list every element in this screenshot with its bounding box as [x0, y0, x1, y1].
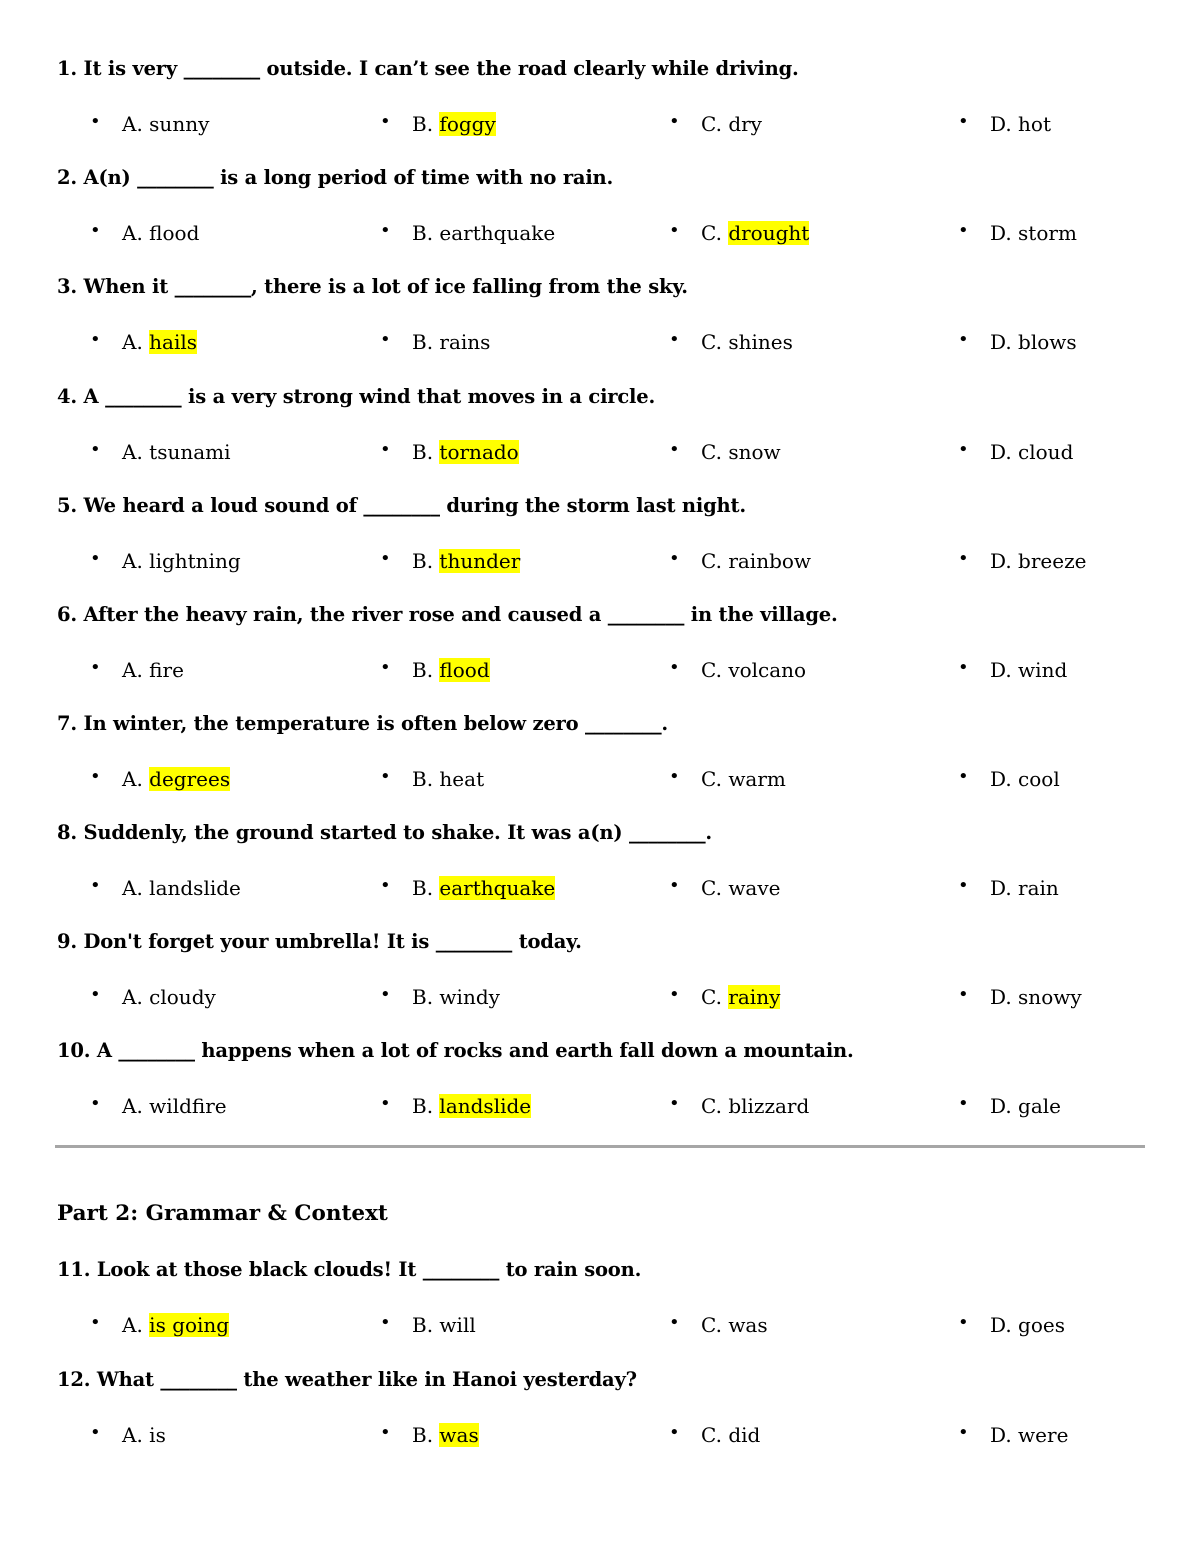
question-text: 9. Don't forget your umbrella! It is ________ today. [57, 930, 582, 953]
option-letter: D. [990, 549, 1019, 573]
option-letter: B. [412, 1313, 440, 1337]
option-letter: B. [412, 1423, 440, 1447]
bullet-icon: • [90, 1093, 101, 1114]
bullet-icon: • [669, 766, 680, 787]
option-answer: gale [1018, 1094, 1062, 1118]
bullet-icon: • [380, 1312, 391, 1333]
bullet-icon: • [958, 1312, 969, 1333]
bullet-icon: • [958, 1093, 969, 1114]
option-text [990, 549, 1086, 573]
option-letter: D. [990, 112, 1019, 136]
option-answer: were [1018, 1423, 1069, 1447]
answer-options [0, 1313, 1200, 1343]
option-text [122, 1094, 227, 1118]
option-letter: B. [412, 985, 440, 1009]
bullet-icon: • [380, 875, 391, 896]
option-answer: wave [728, 876, 781, 900]
bullet-icon: • [380, 1422, 391, 1443]
option-text [412, 1423, 479, 1447]
option-letter: D. [990, 1313, 1019, 1337]
option-answer: warm [728, 767, 786, 791]
highlighted-answer: flood [439, 658, 490, 682]
option-answer: will [439, 1313, 476, 1337]
highlighted-answer: tornado [439, 440, 519, 464]
option-letter: B. [412, 112, 440, 136]
bullet-icon: • [90, 984, 101, 1005]
option-letter: A. [122, 221, 150, 245]
option-answer: dry [728, 112, 762, 136]
part2-heading: Part 2: Grammar & Context [57, 1201, 388, 1226]
highlighted-answer: is going [149, 1313, 230, 1337]
bullet-icon: • [669, 220, 680, 241]
option-text [701, 876, 781, 900]
bullet-icon: • [90, 657, 101, 678]
highlighted-answer: hails [149, 330, 198, 354]
bullet-icon: • [958, 875, 969, 896]
option-answer: goes [1018, 1313, 1065, 1337]
bullet-icon: • [380, 220, 391, 241]
bullet-icon: • [958, 111, 969, 132]
option-text [701, 112, 762, 136]
option-letter: A. [122, 440, 150, 464]
option-answer: shines [728, 330, 793, 354]
bullet-icon: • [380, 657, 391, 678]
option-letter: C. [701, 1423, 729, 1447]
option-answer: cool [1018, 767, 1060, 791]
section-divider [55, 1145, 1145, 1148]
option-text [122, 767, 230, 791]
question-text: 1. It is very ________ outside. I can’t see the road clearly while driving. [57, 57, 799, 80]
option-letter: C. [701, 1313, 729, 1337]
option-answer: did [728, 1423, 761, 1447]
bullet-icon: • [958, 329, 969, 350]
answer-options [0, 330, 1200, 360]
option-letter: C. [701, 658, 729, 682]
bullet-icon: • [669, 1093, 680, 1114]
option-letter: B. [412, 549, 440, 573]
option-letter: B. [412, 658, 440, 682]
option-text [122, 1313, 229, 1337]
highlighted-answer: degrees [149, 767, 231, 791]
option-answer: snow [728, 440, 781, 464]
option-letter: D. [990, 767, 1019, 791]
option-letter: D. [990, 985, 1019, 1009]
option-answer: sunny [149, 112, 210, 136]
bullet-icon: • [90, 439, 101, 460]
option-text [412, 549, 520, 573]
option-text [701, 1094, 809, 1118]
bullet-icon: • [90, 220, 101, 241]
option-text [701, 440, 781, 464]
bullet-icon: • [669, 657, 680, 678]
option-answer: wind [1018, 658, 1068, 682]
question-text: 2. A(n) ________ is a long period of time with no rain. [57, 166, 614, 189]
option-text [412, 658, 490, 682]
bullet-icon: • [380, 984, 391, 1005]
highlighted-answer: was [439, 1423, 479, 1447]
option-text [122, 112, 209, 136]
bullet-icon: • [669, 1422, 680, 1443]
option-text [122, 1423, 166, 1447]
option-letter: D. [990, 1094, 1019, 1118]
answer-options [0, 1094, 1200, 1124]
option-answer: breeze [1018, 549, 1087, 573]
bullet-icon: • [958, 220, 969, 241]
option-letter: B. [412, 221, 440, 245]
option-text [990, 985, 1082, 1009]
option-letter: C. [701, 549, 729, 573]
option-letter: D. [990, 221, 1019, 245]
answer-options [0, 658, 1200, 688]
question-text: 6. After the heavy rain, the river rose and caused a ________ in the village. [57, 603, 838, 626]
option-letter: D. [990, 658, 1019, 682]
option-answer: is [149, 1423, 166, 1447]
option-letter: A. [122, 876, 150, 900]
option-letter: A. [122, 658, 150, 682]
option-letter: D. [990, 1423, 1019, 1447]
option-letter: C. [701, 767, 729, 791]
option-answer: hot [1018, 112, 1052, 136]
answer-options [0, 985, 1200, 1015]
bullet-icon: • [380, 548, 391, 569]
option-text [701, 221, 809, 245]
bullet-icon: • [669, 875, 680, 896]
option-answer: landslide [149, 876, 241, 900]
option-letter: D. [990, 440, 1019, 464]
option-answer: blizzard [728, 1094, 810, 1118]
option-text [990, 767, 1060, 791]
answer-options [0, 767, 1200, 797]
answer-options [0, 440, 1200, 470]
bullet-icon: • [90, 766, 101, 787]
question-text: 4. A ________ is a very strong wind that moves in a circle. [57, 385, 656, 408]
bullet-icon: • [958, 984, 969, 1005]
option-text [990, 1423, 1068, 1447]
option-text [990, 1094, 1061, 1118]
question-text: 12. What ________ the weather like in Hanoi yesterday? [57, 1368, 637, 1391]
highlighted-answer: thunder [439, 549, 521, 573]
bullet-icon: • [669, 548, 680, 569]
option-text [122, 876, 241, 900]
bullet-icon: • [958, 548, 969, 569]
option-text [990, 221, 1077, 245]
answer-options [0, 112, 1200, 142]
bullet-icon: • [669, 984, 680, 1005]
bullet-icon: • [669, 1312, 680, 1333]
option-letter: D. [990, 330, 1019, 354]
option-text [412, 876, 555, 900]
option-text [990, 658, 1067, 682]
option-text [412, 440, 519, 464]
bullet-icon: • [958, 766, 969, 787]
option-answer: fire [149, 658, 184, 682]
question-text: 8. Suddenly, the ground started to shake. It was a(n) ________. [57, 821, 712, 844]
bullet-icon: • [380, 1093, 391, 1114]
option-answer: storm [1018, 221, 1077, 245]
bullet-icon: • [90, 1312, 101, 1333]
highlighted-answer: earthquake [439, 876, 556, 900]
highlighted-answer: foggy [439, 112, 496, 136]
option-answer: wildfire [149, 1094, 227, 1118]
option-text [990, 112, 1051, 136]
option-letter: C. [701, 876, 729, 900]
answer-options [0, 1423, 1200, 1453]
option-text [412, 1313, 476, 1337]
question-text: 7. In winter, the temperature is often below zero ________. [57, 712, 669, 735]
option-answer: cloudy [149, 985, 216, 1009]
option-letter: A. [122, 1094, 150, 1118]
bullet-icon: • [90, 548, 101, 569]
option-text [990, 330, 1077, 354]
option-text [701, 330, 793, 354]
option-text [990, 1313, 1065, 1337]
option-letter: B. [412, 1094, 440, 1118]
option-text [701, 985, 780, 1009]
option-letter: A. [122, 1423, 150, 1447]
option-text [412, 985, 500, 1009]
option-letter: C. [701, 330, 729, 354]
option-text [122, 440, 231, 464]
bullet-icon: • [958, 1422, 969, 1443]
option-answer: snowy [1018, 985, 1082, 1009]
option-text [701, 549, 811, 573]
option-text [122, 658, 184, 682]
option-answer: was [728, 1313, 768, 1337]
option-letter: B. [412, 440, 440, 464]
option-answer: blows [1018, 330, 1077, 354]
option-text [122, 221, 199, 245]
option-text [122, 985, 216, 1009]
option-answer: rains [439, 330, 491, 354]
option-text [701, 658, 806, 682]
option-letter: A. [122, 985, 150, 1009]
option-text [122, 549, 241, 573]
option-text [701, 767, 786, 791]
option-answer: cloud [1018, 440, 1074, 464]
answer-options [0, 876, 1200, 906]
option-answer: rainbow [728, 549, 812, 573]
option-text [122, 330, 197, 354]
bullet-icon: • [380, 766, 391, 787]
option-text [412, 112, 496, 136]
question-text: 5. We heard a loud sound of ________ during the storm last night. [57, 494, 746, 517]
option-answer: heat [439, 767, 485, 791]
option-letter: B. [412, 876, 440, 900]
option-answer: volcano [728, 658, 807, 682]
question-text: 11. Look at those black clouds! It ________ to rain soon. [57, 1258, 642, 1281]
option-letter: C. [701, 112, 729, 136]
answer-options [0, 549, 1200, 579]
option-letter: A. [122, 330, 150, 354]
option-answer: flood [149, 221, 200, 245]
option-letter: B. [412, 767, 440, 791]
option-letter: C. [701, 221, 729, 245]
bullet-icon: • [669, 329, 680, 350]
option-text [412, 767, 484, 791]
question-text: 3. When it ________, there is a lot of ice falling from the sky. [57, 275, 688, 298]
option-answer: windy [439, 985, 500, 1009]
question-text: 10. A ________ happens when a lot of rocks and earth fall down a mountain. [57, 1039, 854, 1062]
bullet-icon: • [90, 329, 101, 350]
option-answer: lightning [149, 549, 241, 573]
highlighted-answer: landslide [439, 1094, 532, 1118]
bullet-icon: • [90, 111, 101, 132]
option-letter: C. [701, 440, 729, 464]
option-answer: earthquake [439, 221, 556, 245]
bullet-icon: • [958, 439, 969, 460]
option-text [701, 1423, 760, 1447]
option-text [990, 876, 1059, 900]
option-letter: A. [122, 767, 150, 791]
highlighted-answer: drought [728, 221, 810, 245]
bullet-icon: • [380, 439, 391, 460]
option-text [412, 330, 490, 354]
bullet-icon: • [90, 1422, 101, 1443]
option-letter: A. [122, 112, 150, 136]
option-answer: rain [1018, 876, 1059, 900]
option-text [990, 440, 1073, 464]
option-letter: B. [412, 330, 440, 354]
bullet-icon: • [669, 439, 680, 460]
option-text [412, 221, 555, 245]
bullet-icon: • [669, 111, 680, 132]
answer-options [0, 221, 1200, 251]
bullet-icon: • [380, 329, 391, 350]
highlighted-answer: rainy [728, 985, 781, 1009]
option-text [701, 1313, 768, 1337]
option-answer: tsunami [149, 440, 231, 464]
option-letter: D. [990, 876, 1019, 900]
option-text [412, 1094, 531, 1118]
option-letter: A. [122, 549, 150, 573]
option-letter: C. [701, 1094, 729, 1118]
bullet-icon: • [90, 875, 101, 896]
bullet-icon: • [380, 111, 391, 132]
option-letter: A. [122, 1313, 150, 1337]
bullet-icon: • [958, 657, 969, 678]
option-letter: C. [701, 985, 729, 1009]
